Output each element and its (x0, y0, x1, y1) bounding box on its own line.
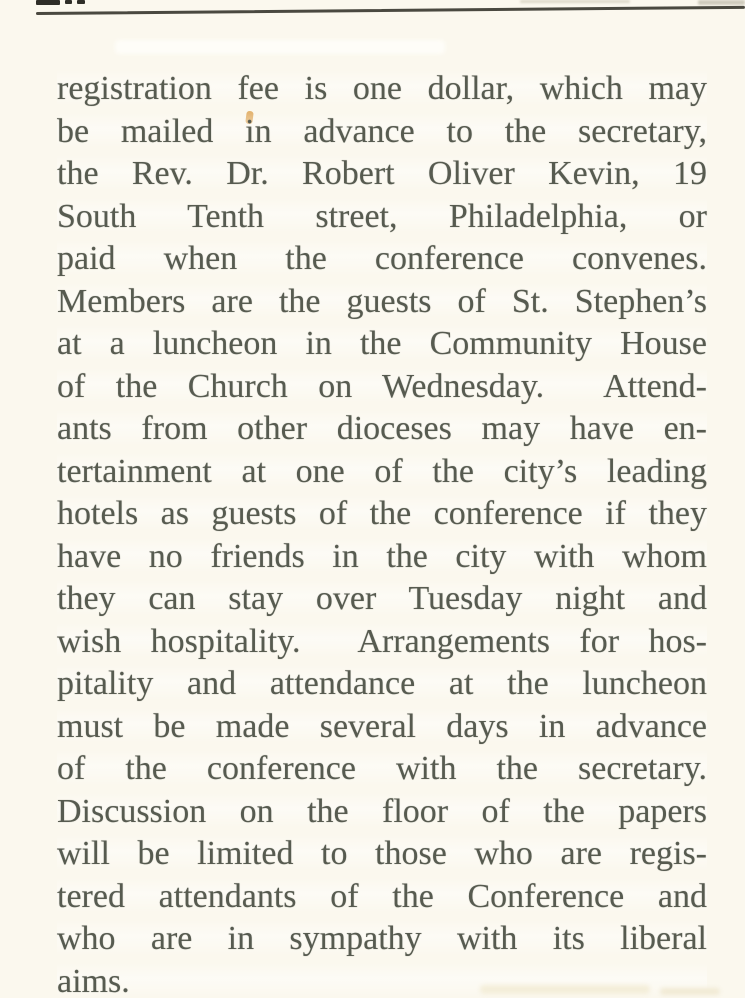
text-line: tered attendants of the Conference and (57, 876, 707, 919)
text-line: Discussion on the floor of the papers (57, 791, 707, 834)
text-line: tertainment at one of the city’s leading (57, 451, 707, 494)
text-line: must be made several days in advance (57, 706, 707, 749)
text-line: who are in sympathy with its liberal (57, 918, 707, 961)
text-line: at a luncheon in the Community House (57, 323, 707, 366)
scan-smudge (115, 40, 445, 54)
header-text-remnant (698, 0, 745, 5)
text-line: South Tenth street, Philadelphia, or (57, 196, 707, 239)
text-line: registration fee is one dollar, which may (57, 68, 707, 111)
text-line: aims. (57, 961, 707, 998)
text-line: the Rev. Dr. Robert Oliver Kevin, 19 (57, 153, 707, 196)
text-line: they can stay over Tuesday night and (57, 578, 707, 621)
header-text-remnant (520, 0, 630, 3)
page-number-fragment-mark (77, 0, 85, 4)
text-line: of the conference with the secretary. (57, 748, 707, 791)
text-line: paid when the conference convenes. (57, 238, 707, 281)
scan-smudge (660, 988, 720, 995)
text-line: be mailed in advance to the secretary, (57, 111, 707, 154)
body-text (57, 68, 707, 998)
text-line: ants from other dioceses may have en- (57, 408, 707, 451)
text-line: Members are the guests of St. Stephen’s (57, 281, 707, 324)
text-line: hotels as guests of the conference if they (57, 493, 707, 536)
text-line: pitality and attendance at the luncheon (57, 663, 707, 706)
page-number-fragment-mark (65, 0, 72, 4)
page-number-fragment-mark (36, 0, 60, 5)
text-line: have no friends in the city with whom (57, 536, 707, 579)
scan-smudge (480, 985, 650, 994)
header-rule (36, 6, 745, 15)
text-line: will be limited to those who are regis- (57, 833, 707, 876)
text-line: of the Church on Wednesday. Attend- (57, 366, 707, 409)
text-line: wish hospitality. Arrangements for hos- (57, 621, 707, 664)
